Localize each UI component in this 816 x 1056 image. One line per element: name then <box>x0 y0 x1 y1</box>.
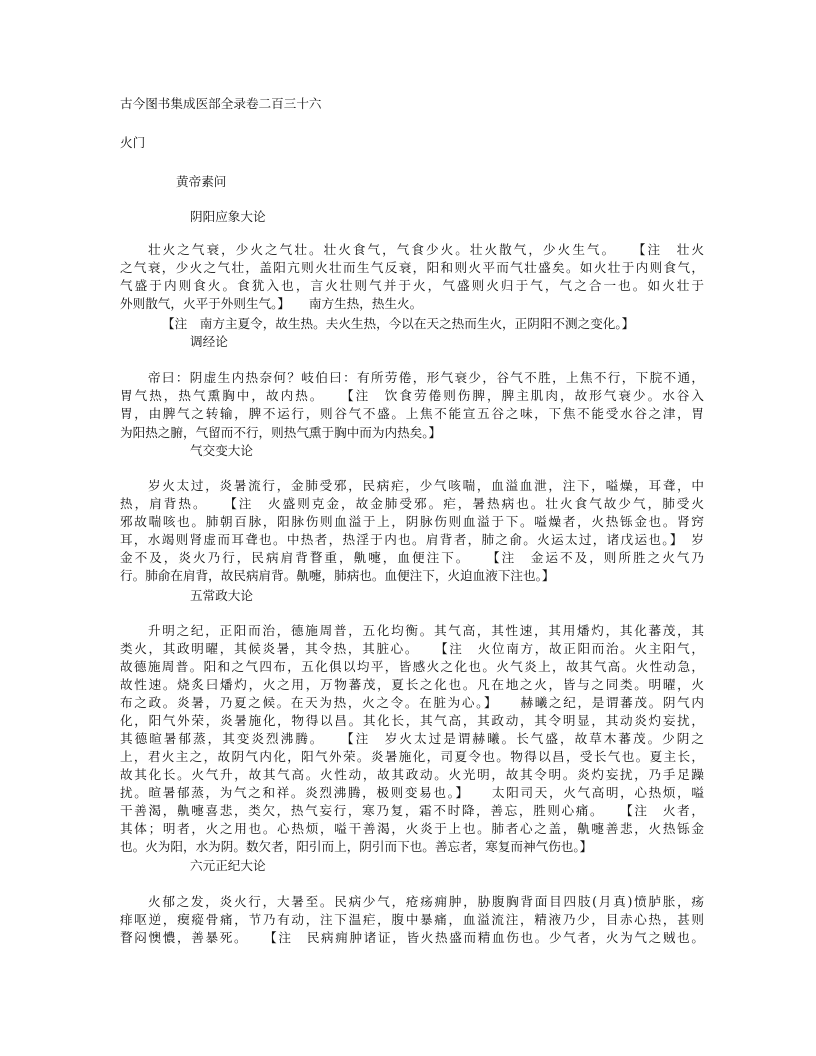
text-line: 岁火太过，炎暑流行，金肺受邪，民病疟，少气咳喘，血溢血泄，注下，嗌燥，耳聋，中 <box>148 478 704 493</box>
text-line: 化，阳气外荣，炎暑施化，物得以昌。其化长，其气高，其政动，其令明显，其动炎灼妄扰， <box>120 713 704 728</box>
chapter-heading: 阴阳应象大论 <box>190 209 266 224</box>
text-line: 故德施周普。阳和之气四布，五化俱以均平，皆感火之化也。火气炎上，故其气高。火性动急， <box>120 659 704 674</box>
text-line: 扰。暄暑郁蒸，为气之和祥。炎烈沸腾，极则变易也。】 太阳司天，火气高明，心热烦，嗌 <box>120 785 704 800</box>
text-line: 布之政。炎暑，乃夏之候。在天为热，火之令。在脏为心。】 赫曦之纪，是谓蕃茂。阴气内 <box>120 695 704 710</box>
text-line: 【注 南方主夏令，故生热。夫火生热，今以在天之热而生火，正阴阳不测之变化。】 <box>162 316 635 331</box>
text-line: 其体；明者，火之用也。心热烦，嗌干善渴，火炎于上也。肺者心之盖，鼽嚏善悲，火热铄金 <box>120 821 704 836</box>
text-line: 外则散气，火平于外则生气。】 南方生热，热生火。 <box>120 296 423 311</box>
text-line: 其德暄暑郁蒸，其变炎烈沸腾。 【注 岁火太过是谓赫曦。长气盛，故草木蕃茂。少阴之 <box>120 731 704 746</box>
text-line: 胃气热，热气熏胸中，故内热。 【注 饮食劳倦则伤脾，脾主肌肉，故形气衰少。水谷入 <box>120 388 704 403</box>
text-line: 之气衰，少火之气壮，盖阳亢则火壮而生气反衰，阳和则火平而气壮盛矣。如火壮于内则食气， <box>120 260 704 275</box>
text-line: 耳，水竭则肾虚而耳聋也。中热者，热淫于内也。肩背者，肺之俞。火运太过，诸戊运也。】 岁 <box>120 532 704 547</box>
text-line: 类火，其政明曜，其候炎暑，其令热，其脏心。 【注 火位南方，故正阳而治。火主阳气， <box>120 641 704 656</box>
chapter-heading: 调经论 <box>190 334 228 349</box>
text-line: 热，肩背热。 【注 火盛则克金，故金肺受邪。疟，暑热病也。壮火食气故少气，肺受火 <box>120 496 704 511</box>
text-line: 瞀闷懊憹，善暴死。 【注 民病痈肿诸证，皆火热盛而精血伤也。少气者，火为气之贼也。 <box>120 930 704 945</box>
chapter-heading: 五常政大论 <box>190 588 253 603</box>
text-line: 火郁之发，炎火行，大暑至。民病少气，疮疡痈肿，胁腹胸背面目四肢(月真)愤胪胀，疡 <box>148 894 704 909</box>
text-line: 故其化长。火气升，故其气高。火性动，故其政动。火光明，故其令明。炎灼妄扰，乃手足躁 <box>120 767 704 782</box>
section-heading: 火门 <box>120 135 146 150</box>
text-line: 气盛于内则食火。食犹入也，言火壮则气并于火，气盛则火归于气，气之合一也。如火壮于 <box>120 278 704 293</box>
text-line: 也。火为阳，水为阴。数欠者，阳引而上，阴引而下也。善忘者，寒复而神气伤也。】 <box>120 839 593 854</box>
document-title: 古今图书集成医部全录卷二百三十六 <box>120 96 322 111</box>
chapter-heading: 六元正纪大论 <box>190 858 266 873</box>
text-line: 胃，由脾气之转输，脾不运行，则谷气不盛。上焦不能宣五谷之味，下焦不能受水谷之津，胃 <box>120 406 704 421</box>
chapter-heading: 气交变大论 <box>190 443 253 458</box>
text-line: 壮火之气衰，少火之气壮。壮火食气，气食少火。壮火散气，少火生气。 【注 壮火 <box>148 242 704 257</box>
text-line: 升明之纪，正阳而治，德施周普，五化均衡。其气高，其性速，其用燔灼，其化蕃茂，其 <box>148 623 704 638</box>
text-line: 为阳热之腑，气留而不行，则热气熏于胸中而为内热矣。】 <box>120 425 442 440</box>
text-line: 金不及，炎火乃行，民病肩背瞀重，鼽嚏，血便注下。 【注 金运不及，则所胜之火气乃 <box>120 550 704 565</box>
text-line: 上，君火主之，故阴气内化，阳气外荣。炎暑施化，司夏令也。物得以昌，受长气也。夏主长， <box>120 749 704 764</box>
text-line: 帝曰：阴虚生内热奈何？岐伯曰：有所劳倦，形气衰少，谷气不胜，上焦不行，下脘不通， <box>148 370 704 385</box>
text-line: 邪故喘咳也。肺朝百脉，阳脉伤则血溢于上，阴脉伤则血溢于下。嗌燥者，火热铄金也。肾窍 <box>120 514 704 529</box>
book-heading: 黄帝素问 <box>176 174 227 189</box>
text-line: 干善渴，鼽嚏喜悲，类欠，热气妄行，寒乃复，霜不时降，善忘，胜则心痛。 【注 火者， <box>120 803 704 818</box>
text-line: 行。肺俞在肩背，故民病肩背。鼽嚏，肺病也。血便注下，火迫血液下注也。】 <box>120 568 555 583</box>
text-line: 痱呕逆，瘈瘲骨痛，节乃有动，注下温疟，腹中暴痛，血溢流注，精液乃少，目赤心热，甚则 <box>120 912 704 927</box>
text-line: 故性速。烧炙曰燔灼，火之用，万物蕃茂，夏长之化也。凡在地之火，皆与之同类。明曜，火 <box>120 677 704 692</box>
